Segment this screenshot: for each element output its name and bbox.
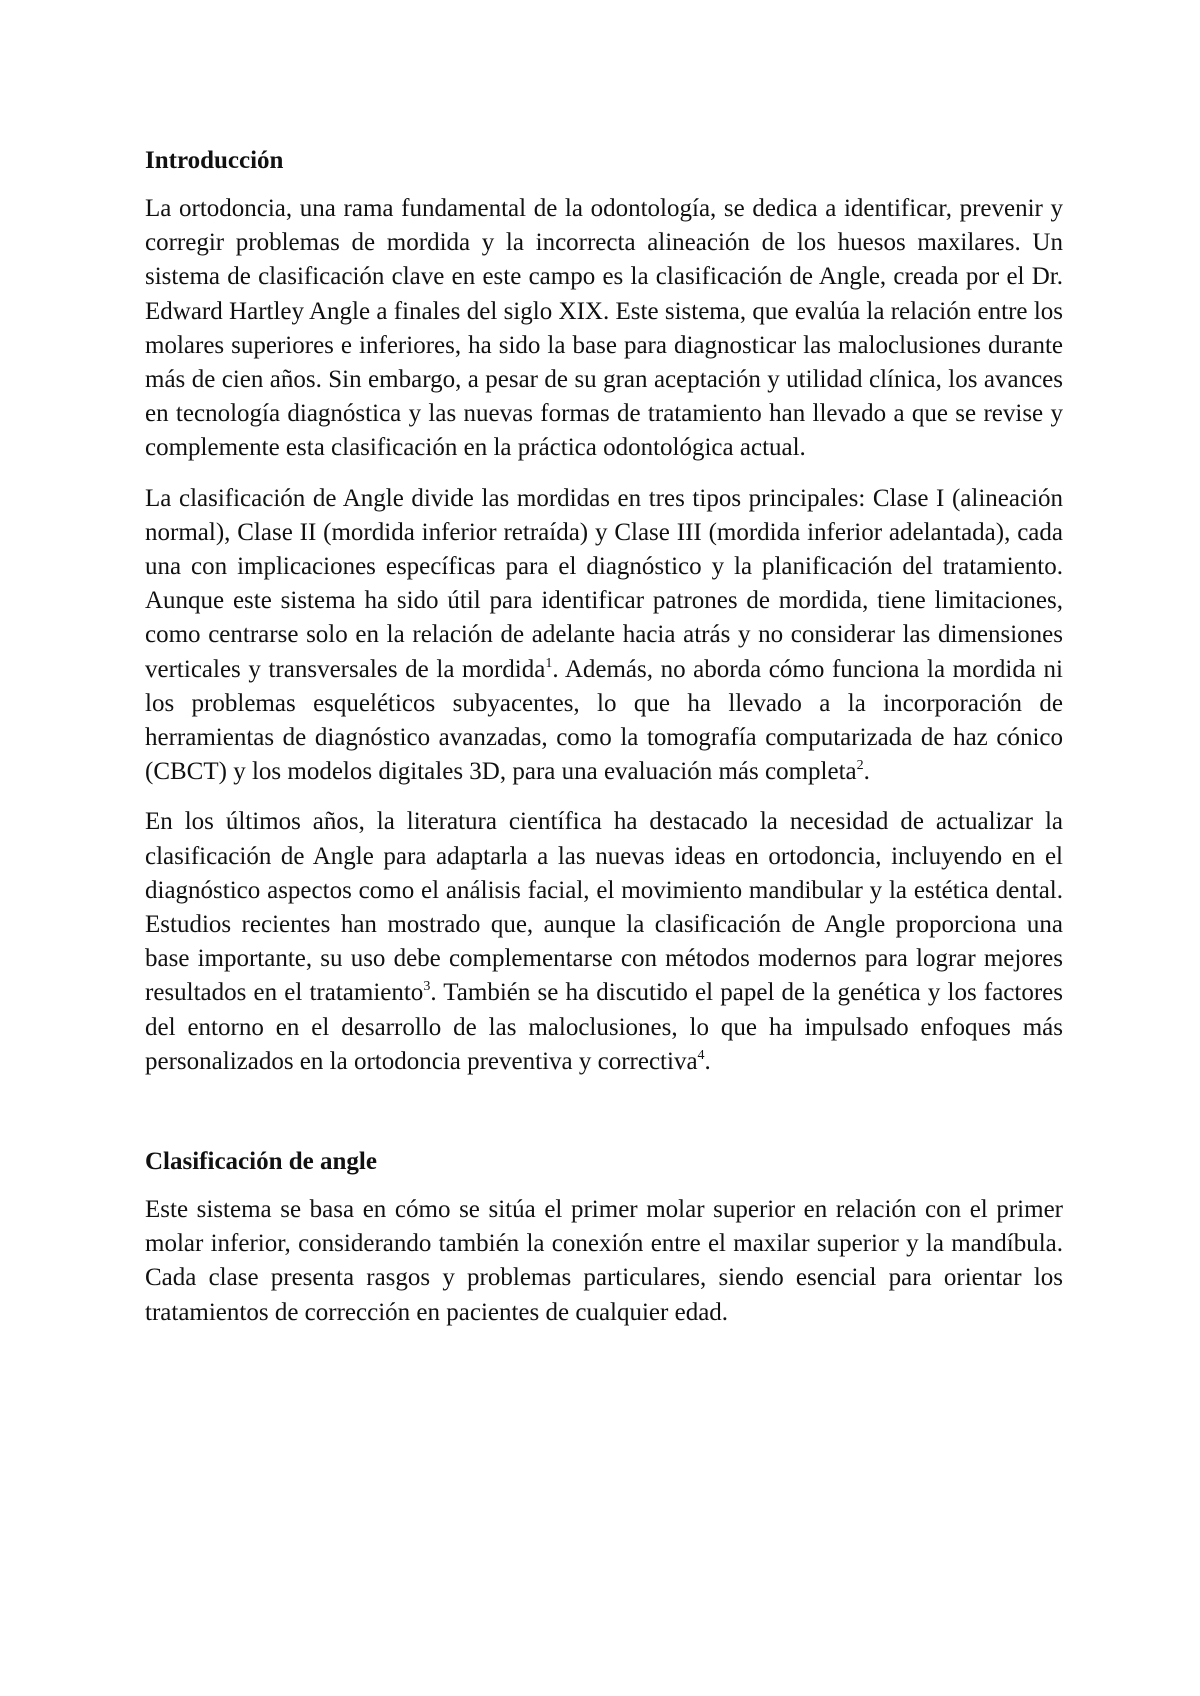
document-page [145,144,1063,1330]
paragraph-intro-2 [145,482,1063,790]
reference-marker-2: 2 [856,758,864,774]
paragraph-text: . Además, no aborda cómo funciona la mordida ni los problemas esqueléticos subyacentes, lo que ha llevado a la incorporación de herramientas de diagnóstico avanzadas, como la tomografía computarizada de haz cónico (CBCT) y los modelos digitales 3D, para una evaluación más completa [145,655,1063,786]
paragraph-clasificacion-1: Este sistema se basa en cómo se sitúa el primer molar superior en relación con el primer molar inferior, considerando también la conexión entre el maxilar superior y la mandíbula. Cada clase presenta rasgos y problemas particulares, siendo esencial para orientar los tratamientos de corrección en pacientes de cualquier edad. [145,1196,1063,1326]
paragraph-text: En los últimos años, la literatura científica ha destacado la necesidad de actualizar la clasificación de Angle para adaptarla a las nuevas ideas en ortodoncia, incluyendo en el diagnóstico aspectos como el análisis facial, el movimiento mandibular y la estética dental. Estudios recientes han mostrado que, aunque la clasificación de Angle proporciona una base importante, su uso debe complementarse con métodos modernos para lograr mejores resultados en el tratamiento [145,808,1063,1007]
section-heading-clasificacion-angle: Clasificación de angle [145,1148,377,1176]
paragraph-text: . [704,1047,711,1075]
section-heading-introduccion: Introducción [145,147,284,174]
reference-marker-1: 1 [545,655,553,671]
paragraph-intro-1: La ortodoncia, una rama fundamental de la odontología, se dedica a identificar, prevenir y corregir problemas de mordida y la incorrecta alineación de los huesos maxilares. Un sistema de clasificación clave en este campo es la clasificación de Angle, creada por el Dr. Edward Hartley Angle a finales del siglo XIX. Este sistema, que evalúa la relación entre los molares superiores e inferiores, ha sido la base para diagnosticar las maloclusiones durante más de cien años. Sin embargo, a pesar de su gran aceptación y utilidad clínica, los avances en tecnología diagnóstica y las nuevas formas de tratamiento han llevado a que se revise y complemente esta clasificación en la práctica odontológica actual. [145,195,1063,462]
reference-marker-3: 3 [423,979,431,995]
paragraph-text: . También se ha discutido el papel de la genética y los factores del entorno en el desarrollo de las maloclusiones, lo que ha impulsado enfoques más personalizados en la ortodoncia preventiva y correctiva [145,979,1063,1075]
paragraph-text: . [863,758,870,786]
paragraph-intro-3 [145,805,1063,1079]
paragraph-text: La clasificación de Angle divide las mordidas en tres tipos principales: Clase I (alineación normal), Clase II (mordida inferior retraída) y Clase III (mordida inferior adelantada), cada una con implicaciones específicas para el diagnóstico y la planificación del tratamiento. Aunque este sistema ha sido útil para identificar patrones de mordida, tiene limitaciones, como centrarse solo en la relación de adelante hacia atrás y no considerar las dimensiones verticales y transversales de la mordida [145,484,1063,683]
reference-marker-4: 4 [697,1047,705,1063]
